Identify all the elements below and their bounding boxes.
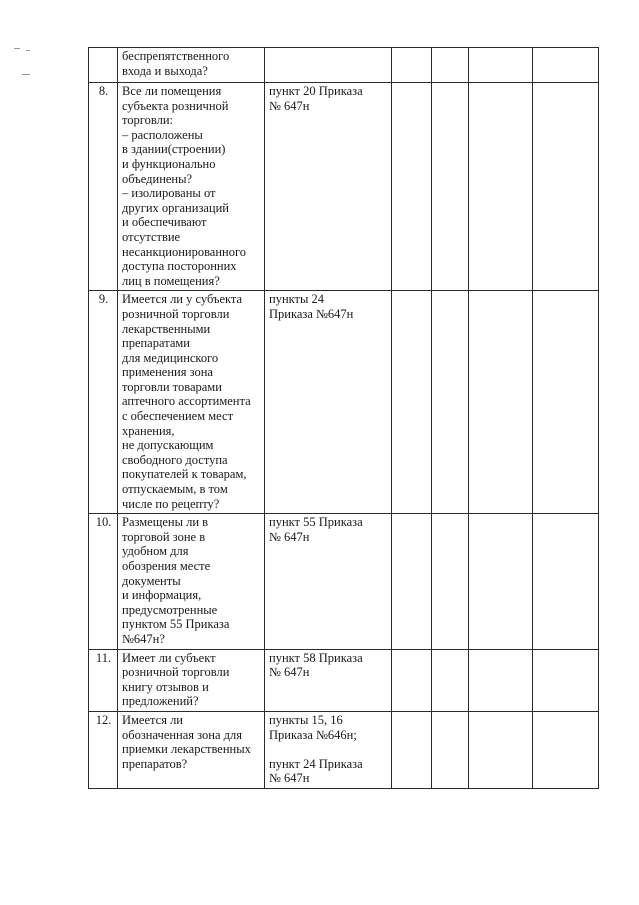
question-line: несанкционированного [122,244,247,259]
question-line: торговой зоне в [122,529,206,544]
question-line: входа и выхода? [122,63,208,78]
question-cell [118,514,265,649]
table-row [89,291,599,514]
question-line: с обеспечением мест [122,409,234,424]
question-cell [118,291,265,514]
question-line: Имеет ли субъект [122,650,216,665]
question-line: удобном для [122,544,189,559]
question-line: предложений? [122,694,199,709]
answer-yes-cell [392,711,432,788]
row-number-cell [89,48,118,83]
checklist-table-body [89,48,599,789]
reference-line: № 647н [269,529,310,544]
question-line: торговли: [122,113,174,128]
question-line: отпускаемым, в том [122,482,228,497]
answer-yes-cell [392,48,432,83]
question-line: Размещены ли в [122,515,209,530]
question-line: для медицинского [122,350,219,365]
question-line: розничной торговли [122,665,230,680]
answer-no-cell [432,514,469,649]
scan-artifacts [14,48,44,88]
question-line: Имеется ли у субъекта [122,292,243,307]
answer-yes-cell [392,514,432,649]
answer-na-cell [469,711,533,788]
question-line: хранения, [122,423,175,438]
reference-spacer [269,742,388,757]
question-line: применения зона [122,365,213,380]
question-line: Все ли помещения [122,84,222,98]
question-line: – изолированы от [122,186,216,201]
question-cell [118,649,265,711]
reference-line: № 647н [269,665,310,680]
answer-na-cell [469,83,533,291]
question-line: не допускающим [122,438,214,453]
question-line: №647н? [122,631,165,646]
reference-cell [265,291,392,514]
question-line: объединены? [122,171,193,186]
question-cell [118,711,265,788]
reference-line: пункт 24 Приказа [269,756,363,771]
answer-no-cell [432,649,469,711]
question-line: книгу отзывов и [122,679,209,694]
question-line: беспрепятственного [122,49,230,63]
reference-line: № 647н [269,98,310,113]
answer-no-cell [432,711,469,788]
reference-line: Приказа №647н [269,306,354,321]
notes-cell [533,83,599,291]
row-number-cell: 11. [89,649,118,711]
reference-line: пункты 24 [269,292,325,307]
question-line: свободного доступа [122,452,228,467]
table-row [89,514,599,649]
table-row [89,711,599,788]
question-line: и функционально [122,156,216,171]
answer-na-cell [469,514,533,649]
row-number-cell: 10. [89,514,118,649]
question-cell [118,83,265,291]
checklist-table [88,47,599,789]
question-line: – расположены [122,127,203,142]
notes-cell [533,48,599,83]
question-line: приемки лекарственных [122,742,251,757]
answer-yes-cell [392,291,432,514]
reference-line: пункт 58 Приказа [269,650,363,665]
question-line: розничной торговли [122,306,230,321]
answer-no-cell [432,291,469,514]
question-line: препаратов? [122,756,188,771]
question-line: предусмотренные [122,602,218,617]
notes-cell [533,649,599,711]
reference-line: пункт 55 Приказа [269,515,363,530]
question-cell [118,48,265,83]
question-line: покупателей к товарам, [122,467,247,482]
table-row [89,48,599,83]
answer-na-cell [469,48,533,83]
reference-cell [265,711,392,788]
question-line: пунктом 55 Приказа [122,617,230,632]
answer-no-cell [432,48,469,83]
answer-na-cell [469,291,533,514]
question-line: Имеется ли [122,712,183,727]
row-number-cell: 9. [89,291,118,514]
question-line: и обеспечивают [122,215,207,230]
question-line: в здании(строении) [122,142,226,157]
notes-cell [533,514,599,649]
reference-cell [265,48,392,83]
question-line: других организаций [122,200,229,215]
question-line: препаратами [122,336,190,351]
question-line: числе по рецепту? [122,496,220,511]
reference-cell [265,514,392,649]
row-number-cell: 8. [89,83,118,291]
notes-cell [533,291,599,514]
question-line: лиц в помещения? [122,273,220,288]
row-number-cell: 12. [89,711,118,788]
reference-line: пункт 20 Приказа [269,84,363,98]
answer-yes-cell [392,83,432,291]
answer-na-cell [469,649,533,711]
question-line: обозначенная зона для [122,727,242,742]
notes-cell [533,711,599,788]
question-line: аптечного ассортимента [122,394,251,409]
table-row [89,83,599,291]
answer-no-cell [432,83,469,291]
question-line: обозрения месте [122,559,211,573]
reference-cell [265,83,392,291]
question-line: отсутствие [122,229,181,244]
answer-yes-cell [392,649,432,711]
question-line: и информация, [122,588,202,603]
question-line: субъекта розничной [122,98,229,113]
question-line: документы [122,573,181,588]
reference-line: Приказа №646н; [269,727,357,742]
question-line: доступа посторонних [122,259,237,274]
reference-line: № 647н [269,771,310,786]
reference-line: пункты 15, 16 [269,712,343,727]
question-line: торговли товарами [122,379,222,394]
reference-cell [265,649,392,711]
table-row [89,649,599,711]
question-line: лекарственными [122,321,211,336]
